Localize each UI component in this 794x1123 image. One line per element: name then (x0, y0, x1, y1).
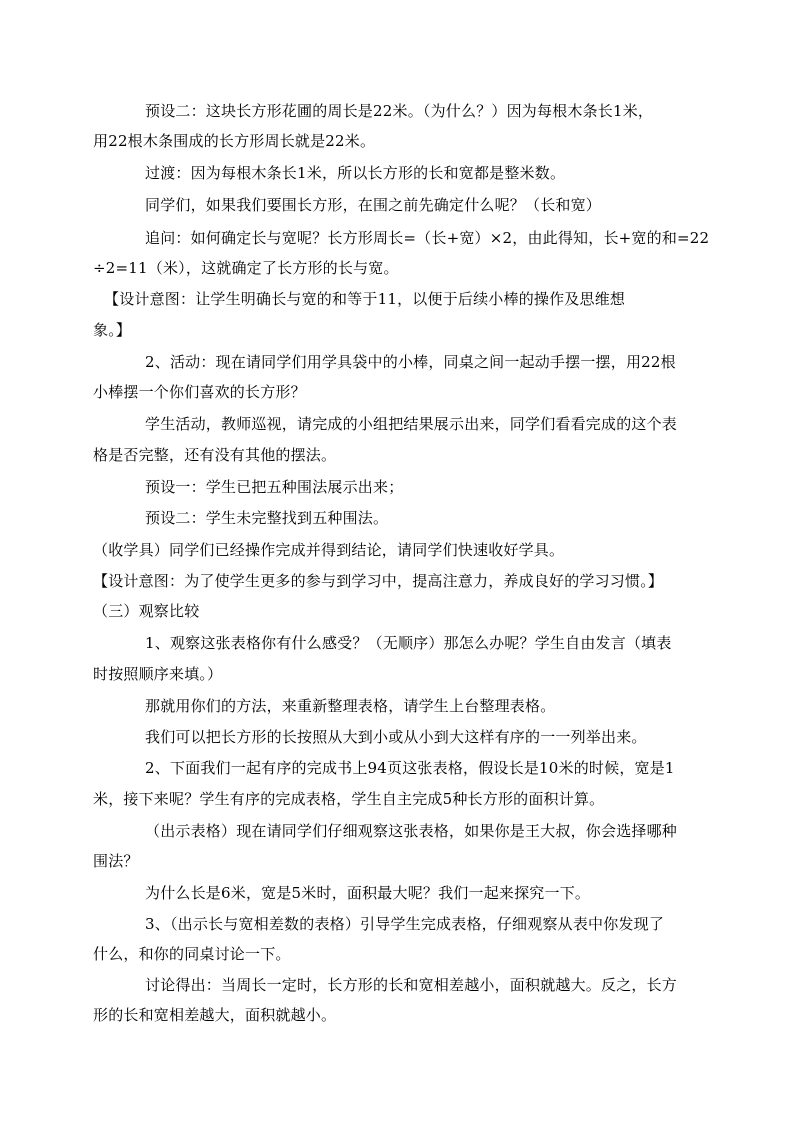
text-line: 2、活动：现在请同学们用学具袋中的小棒，同桌之间一起动手摆一摆，用22根 (145, 353, 676, 371)
text-line: 预设二：学生未完整找到五种围法。 (145, 509, 389, 527)
text-line: 【设计意图：为了使学生更多的参与到学习中，提高注意力，养成良好的学习习惯。】 (93, 572, 664, 590)
text-line: 用22根木条围成的长方形周长就是22米。 (93, 132, 376, 150)
text-line: 为什么长是6米，宽是5米时，面积最大呢？我们一起来探究一下。 (145, 884, 591, 902)
text-line: 象。】 (93, 321, 132, 339)
text-line: 围法？ (93, 852, 139, 870)
section-heading: （三）观察比较 (93, 602, 200, 620)
text-line: （收学具）同学们已经操作完成并得到结论，请同学们快速收好学具。 (93, 541, 565, 559)
text-line: 米，接下来呢？学生有序的完成表格，学生自主完成5种长方形的面积计算。 (93, 790, 605, 808)
text-line: 什么，和你的同桌讨论一下。 (93, 945, 291, 963)
text-line: 1、观察这张表格你有什么感受？（无顺序）那怎么办呢？学生自由发言（填表 (145, 634, 672, 652)
text-line: 过渡：因为每根木条长1米，所以长方形的长和宽都是整米数。 (145, 164, 566, 182)
text-line: 预设一：学生已把五种围法展示出来； (145, 478, 404, 496)
text-line: 同学们，如果我们要围长方形，在围之前先确定什么呢？（长和宽） (145, 196, 602, 214)
text-line: 格是否完整，还有没有其他的摆法。 (93, 446, 337, 464)
text-line: 学生活动，教师巡视，请完成的小组把结果展示出来，同学们看看完成的这个表 (145, 415, 678, 433)
text-line: 形的长和宽相差越大，面积就越小。 (93, 1006, 337, 1024)
text-line: 追问：如何确定长与宽呢？长方形周长=（长+宽）×2，由此得知，长+宽的和=22 (145, 229, 710, 247)
text-line: 小棒摆一个你们喜欢的长方形？ (93, 383, 306, 401)
text-line: 【设计意图：让学生明确长与宽的和等于11，以便于后续小棒的操作及思维想 (104, 290, 626, 308)
text-line: 我们可以把长方形的长按照从大到小或从小到大这样有序的一一列举出来。 (145, 728, 647, 746)
text-line: 那就用你们的方法，来重新整理表格，请学生上台整理表格。 (145, 697, 556, 715)
text-line: ÷2=11（米），这就确定了长方形的长与宽。 (93, 259, 399, 277)
text-line: 预设二：这块长方形花圃的周长是22米。（为什么？）因为每根木条长1米， (145, 102, 654, 120)
text-line: （出示表格）现在请同学们仔细观察这张表格，如果你是王大叔，你会选择哪种 (145, 822, 678, 840)
text-line: 讨论得出：当周长一定时，长方形的长和宽相差越小，面积就越大。反之，长方 (145, 976, 678, 994)
text-line: 2、下面我们一起有序的完成书上94页这张表格，假设长是10米的时候，宽是1 (145, 759, 675, 777)
text-line: 时按照顺序来填。） (93, 665, 223, 683)
text-line: 3、（出示长与宽相差数的表格）引导学生完成表格，仔细观察从表中你发现了 (145, 915, 665, 933)
